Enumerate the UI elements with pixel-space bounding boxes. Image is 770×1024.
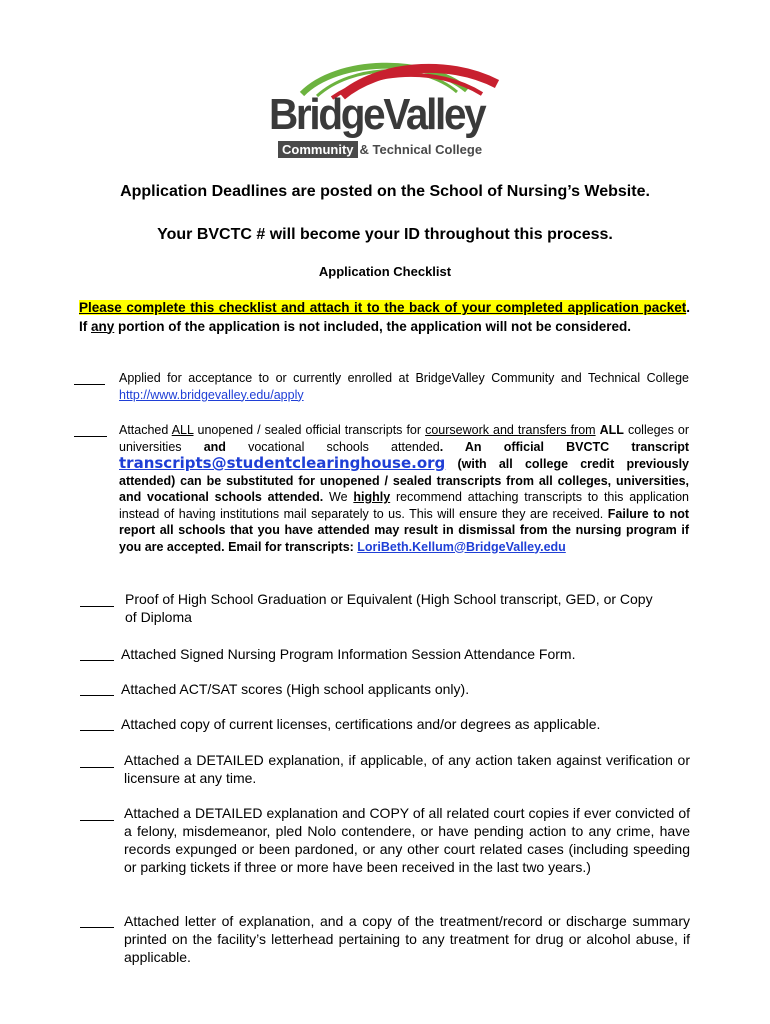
item-court-records: Attached a DETAILED explanation and COPY of all related court copies if ever convicted of a felony, misdemeanor, pled Nolo contendere, or have pending action to any crime, have records expunged or been pardoned, or any other court related cases (including speeding or parking tickets if three or more have been received in the last two years.): [124, 805, 690, 875]
item-drug-treatment: Attached letter of explanation, and a copy of the treatment/record or discharge summary printed on the facility’s letterhead pertaining to any treatment for drug or alcohol abuse, if applicable.: [124, 913, 690, 965]
apply-link[interactable]: http://www.bridgevalley.edu/apply: [119, 387, 304, 402]
intro-any: any: [91, 318, 115, 334]
item-detailed-explanation: Attached a DETAILED explanation, if applicable, of any action taken against verification or licensure at any time.: [124, 752, 690, 786]
kellum-email-link[interactable]: LoriBeth.Kellum@BridgeValley.edu: [357, 539, 566, 554]
checkbox-blank-applied[interactable]: [74, 383, 105, 385]
checkbox-blank-transcripts[interactable]: [74, 435, 107, 437]
item-transcripts: [119, 422, 689, 555]
item-licenses: Attached copy of current licenses, certifications and/or degrees as applicable.: [121, 716, 601, 732]
logo-technical-college: & Technical College: [359, 142, 483, 157]
t-part9: recommend attaching transcripts to this application instead of having institutions mail separately to us. This will ensure they are received.: [119, 490, 689, 521]
t-coursework: coursework and transfers from: [425, 423, 596, 437]
checkbox-blank-court[interactable]: [80, 819, 114, 821]
highlighted-instruction: Please complete this checklist and attach it to the back of your completed application packet: [79, 300, 687, 315]
intro-dot: .: [686, 300, 690, 315]
logo-subtitle: [278, 142, 484, 157]
t-part7: (with all college credit previously attended) can be substituted for unopened / sealed transcripts from all colleges, universities, and vocational schools attended.: [119, 457, 689, 504]
checkbox-blank-licenses[interactable]: [80, 729, 114, 731]
intro-part2: portion of the application is not included, the application will not be considered.: [114, 318, 632, 334]
item-act-sat: Attached ACT/SAT scores (High school applicants only).: [121, 681, 470, 697]
intro-part1: If: [79, 318, 91, 334]
logo-wordmark: BridgeValley: [269, 90, 485, 139]
item-session-form: Attached Signed Nursing Program Information Session Attendance Form.: [121, 646, 576, 662]
clearinghouse-email-link[interactable]: transcripts@studentclearinghouse.org: [119, 454, 446, 472]
item-hs-proof: Proof of High School Graduation or Equivalent (High School transcript, GED, or Copy of Diploma: [125, 591, 653, 625]
t-part1: Attached: [119, 423, 172, 437]
t-part8: We: [323, 490, 354, 504]
item-applied-text: Applied for acceptance to or currently enrolled at BridgeValley Community and Technical College: [119, 371, 689, 385]
checklist-title: Application Checklist: [318, 264, 452, 279]
checkbox-blank-session[interactable]: [80, 659, 114, 661]
checklist-instructions: [79, 299, 690, 336]
t-part2: unopened / sealed official transcripts for: [193, 423, 426, 437]
checkbox-blank-hs[interactable]: [80, 605, 114, 607]
item-applied: [119, 370, 689, 403]
t-all2: ALL: [599, 423, 624, 437]
id-notice-heading: Your BVCTC # will become your ID throughout this process.: [157, 226, 613, 243]
t-and: and: [203, 439, 226, 454]
t-part6: . An official BVCTC transcript: [439, 439, 689, 454]
college-logo: [262, 60, 512, 160]
deadlines-heading: Application Deadlines are posted on the School of Nursing’s Website.: [120, 183, 650, 200]
checkbox-blank-detailed[interactable]: [80, 766, 114, 768]
t-part10: Failure to not report all schools that you have attended may result in dismissal from the nursing program if you are accepted. Email for transcripts:: [119, 506, 689, 554]
checkbox-blank-drug[interactable]: [80, 926, 114, 928]
t-part5: vocational schools attended: [225, 439, 440, 454]
t-highly: highly: [353, 490, 391, 504]
logo-community: Community: [278, 141, 358, 158]
t-part4: colleges or universities: [119, 423, 689, 454]
checkbox-blank-act[interactable]: [80, 694, 114, 696]
t-all1: ALL: [171, 423, 194, 437]
